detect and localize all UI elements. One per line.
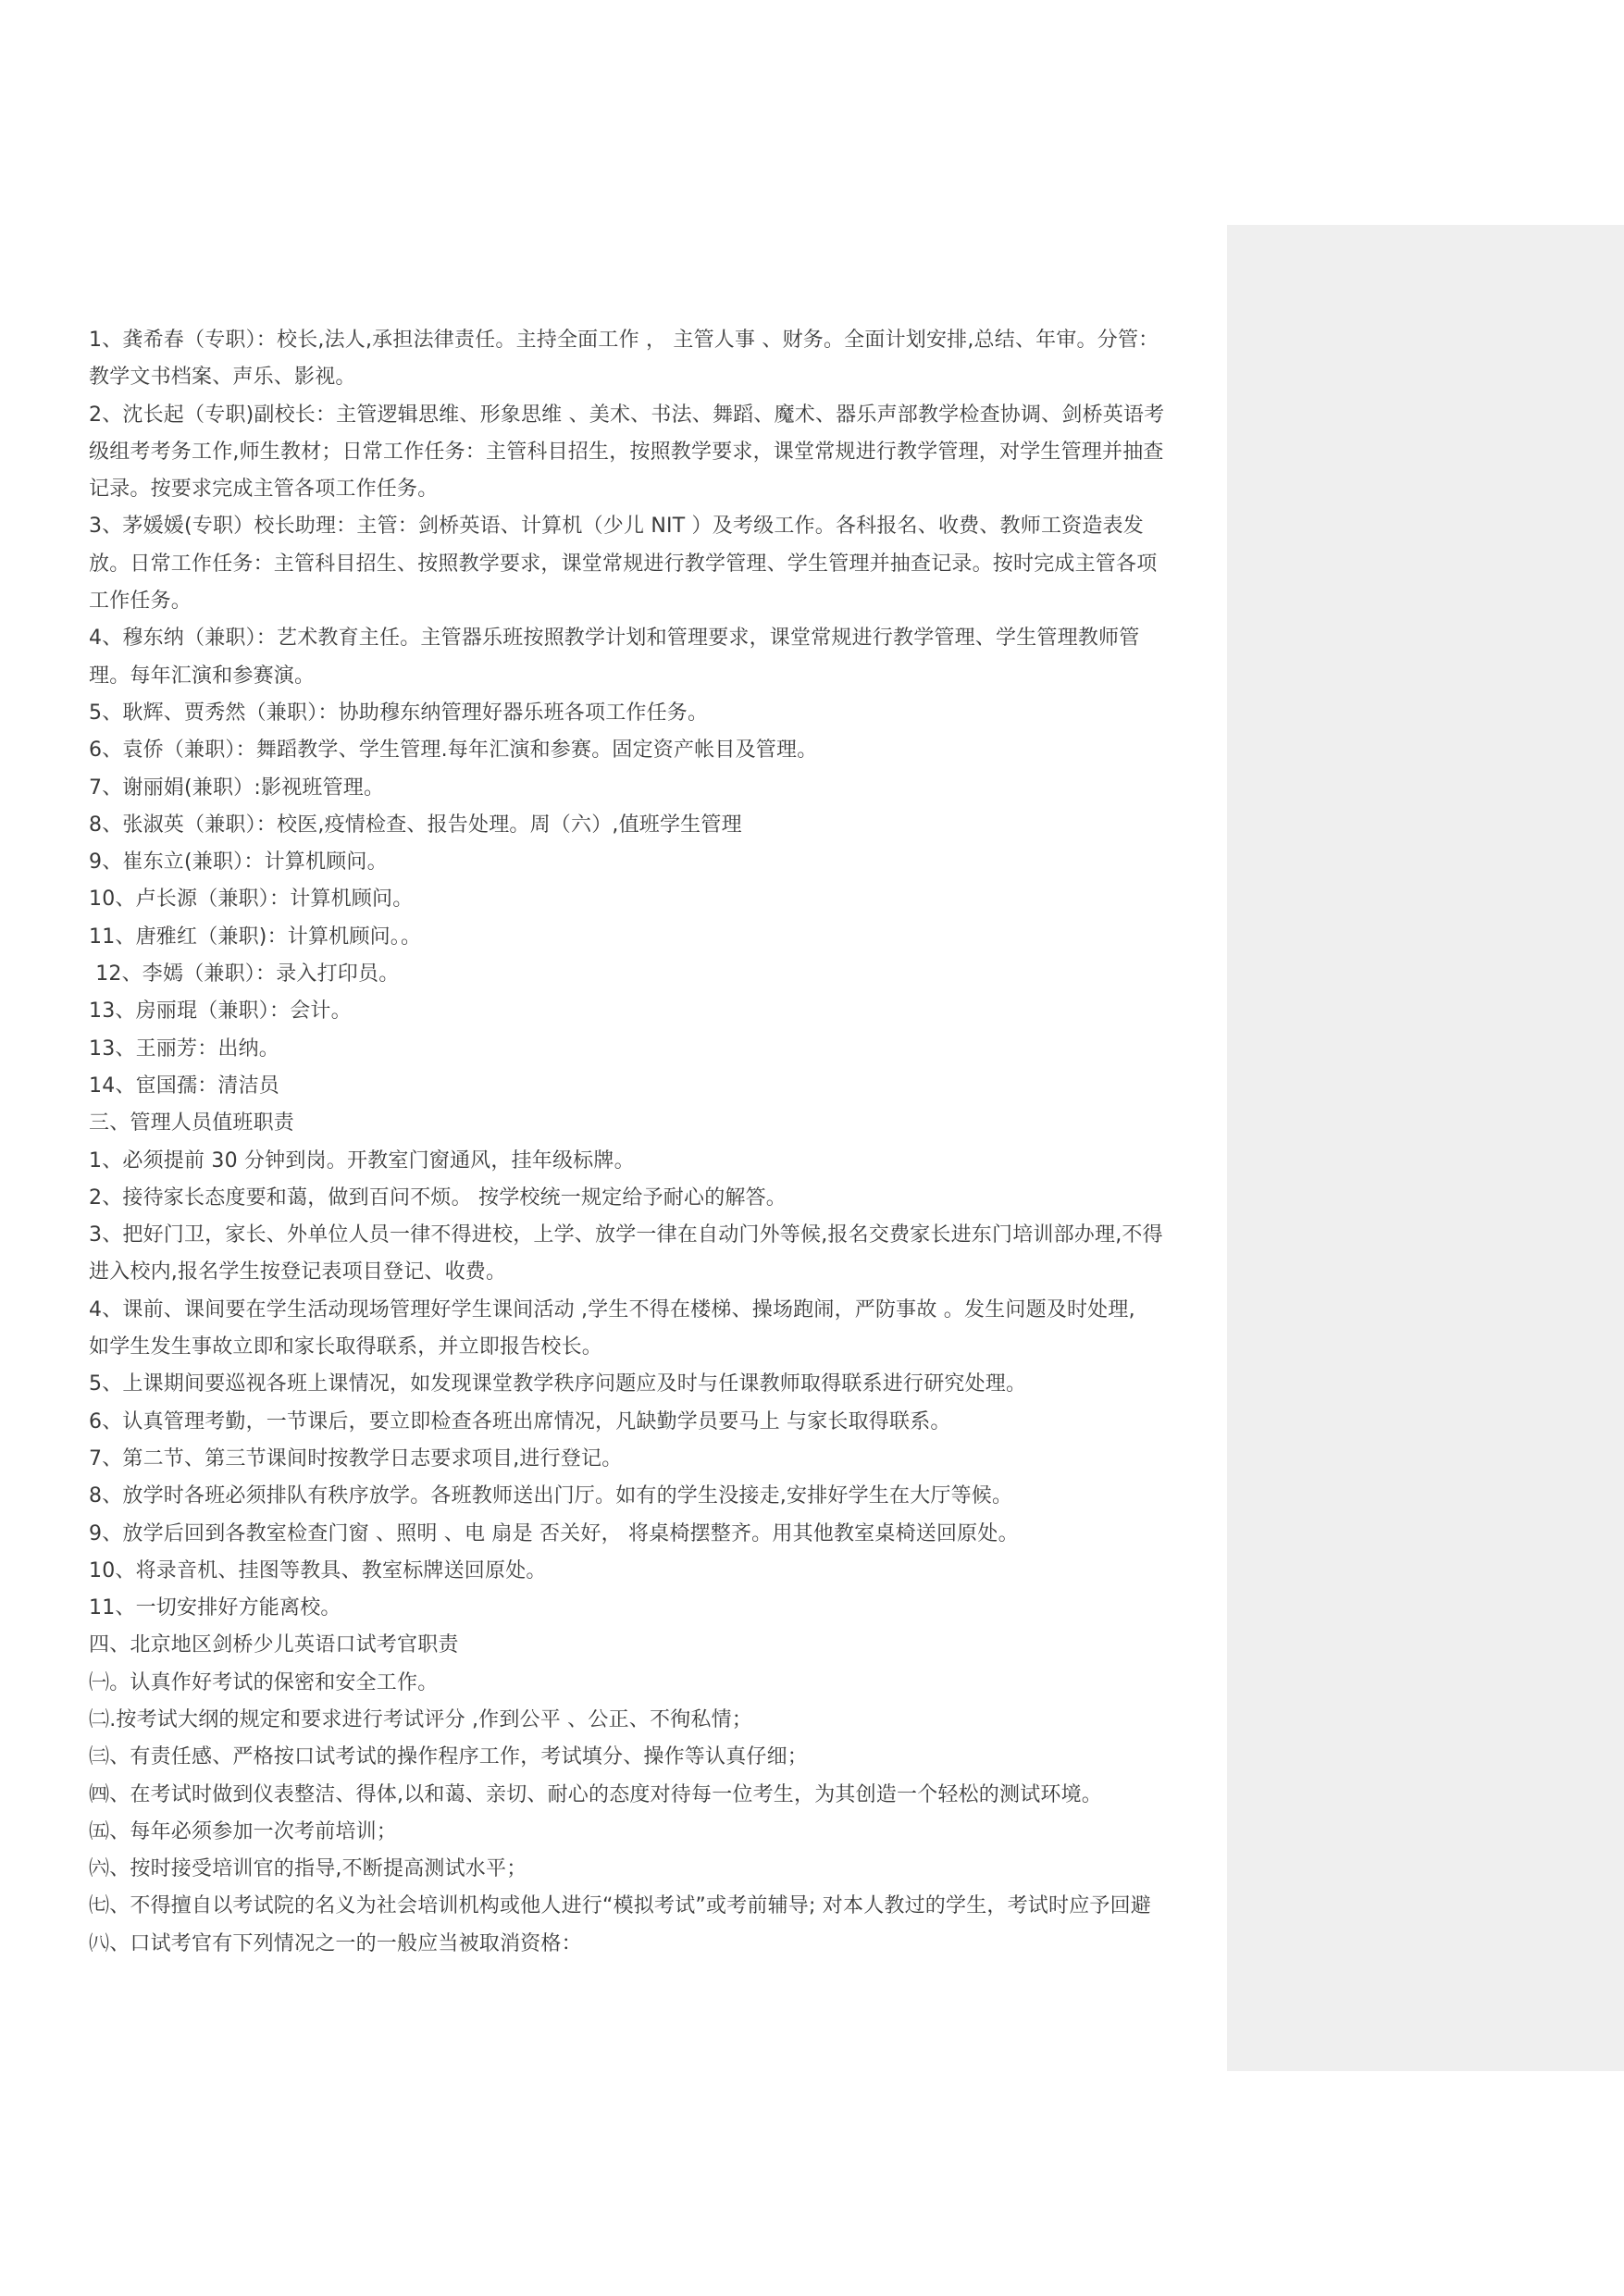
text-line: 6、认真管理考勤，一节课后，要立即检查各班出席情况，凡缺勤学员要马上 与家长取得联系。 (89, 1409, 951, 1433)
text-line: 4、课前、课间要在学生活动现场管理好学生课间活动 ,学生不得在楼梯、操场跑闹，严防事故 。发生问题及时处理, (89, 1297, 1135, 1322)
text-line: ㈡.按考试大纲的规定和要求进行考试评分 ,作到公平 、公正、不徇私情； (89, 1707, 752, 1731)
text-line: 6、袁侨（兼职）：舞蹈教学、学生管理.每年汇演和参赛。固定资产帐目及管理。 (89, 738, 818, 763)
text-line: ㈢、有责任感、严格按口试考试的操作程序工作，考试填分、操作等认真仔细； (89, 1745, 809, 1769)
text-line: 3、茅媛媛(专职）校长助理：主管：剑桥英语、计算机（少儿 NIT ）及考级工作。各科报名、收费、教师工资造表发 (89, 515, 1144, 539)
text-line: ㈥、按时接受培训官的指导,不断提高测试水平； (89, 1857, 527, 1881)
text-line: 如学生发生事故立即和家长取得联系，并立即报告校长。 (89, 1335, 603, 1359)
text-line: 10、卢长源（兼职）：计算机顾问。 (89, 887, 414, 912)
text-line: 放。日常工作任务：主管科目招生、按照教学要求，课堂常规进行教学管理、学生管理并抽查记录。按时完成主管各项 (89, 552, 1158, 576)
section-heading: 四、北京地区剑桥少儿英语口试考官职责 (89, 1633, 459, 1657)
text-line: 5、上课期间要巡视各班上课情况，如发现课堂教学秩序问题应及时与任课教师取得联系进行研究处理。 (89, 1372, 1027, 1396)
text-line: 工作任务。 (89, 590, 192, 614)
text-line: 4、穆东纳（兼职）：艺术教育主任。主管器乐班按照教学计划和管理要求，课堂常规进行教学管理、学生管理教师管 (89, 627, 1140, 651)
text-line: ㈧、口试考官有下列情况之一的一般应当被取消资格： (89, 1931, 582, 1955)
text-line: 进入校内,报名学生按登记表项目登记、收费。 (89, 1260, 507, 1285)
text-line: ㈠。认真作好考试的保密和安全工作。 (89, 1670, 439, 1694)
text-line: ㈤、每年必须参加一次考前培训； (89, 1819, 398, 1843)
text-line: 记录。按要求完成主管各项工作任务。 (89, 478, 439, 502)
comment-margin-pane (1227, 225, 1624, 2071)
text-line: 教学文书档案、声乐、影视。 (89, 366, 356, 390)
text-line: 3、把好门卫，家长、外单位人员一律不得进校，上学、放学一律在自动门外等候,报名交费家长进东门培训部办理,不得 (89, 1223, 1163, 1247)
text-line: 11、一切安排好方能离校。 (89, 1596, 341, 1620)
text-line: 2、沈长起（专职)副校长：主管逻辑思维、形象思维 、美术、书法、舞蹈、魔术、器乐声部教学检查协调、剑桥英语考 (89, 403, 1165, 427)
text-line: 7、谢丽娟(兼职）:影视班管理。 (89, 776, 385, 800)
text-line: 8、放学时各班必须排队有秩序放学。各班教师送出门厅。如有的学生没接走,安排好学生在大厅等候。 (89, 1484, 1013, 1508)
text-line: 1、龚希春（专职）：校长,法人,承担法律责任。主持全面工作 ， 主管人事 、财务。全面计划安排,总结、年审。分管： (89, 329, 1159, 352)
text-line: 理。每年汇演和参赛演。 (89, 664, 316, 688)
text-line: 13、王丽芳：出纳。 (89, 1036, 279, 1061)
text-line: 11、唐雅红（兼职)：计算机顾问。。 (89, 925, 422, 949)
text-line: ㈦、不得擅自以考试院的名义为社会培训机构或他人进行“模拟考试”或考前辅导; 对本人教过的学生，考试时应予回避 (89, 1894, 1152, 1918)
text-line: 10、将录音机、挂图等教具、教室标牌送回原处。 (89, 1558, 547, 1582)
document-body (89, 322, 1220, 1963)
text-line: 12、李嫣（兼职）：录入打印员。 (89, 962, 400, 987)
text-line: 7、第二节、第三节课间时按教学日志要求项目,进行登记。 (89, 1446, 623, 1471)
text-line: 5、耿辉、贾秀然（兼职）：协助穆东纳管理好器乐班各项工作任务。 (89, 701, 709, 725)
text-line: 级组考考务工作,师生教材；日常工作任务：主管科目招生，按照教学要求，课堂常规进行教学管理，对学生管理并抽查 (89, 440, 1164, 464)
text-line: 9、放学后回到各教室检查门窗 、照明 、电 扇是 否关好， 将桌椅摆整齐。用其他教室桌椅送回原处。 (89, 1521, 1019, 1545)
text-line: 9、崔东立(兼职）：计算机顾问。 (89, 850, 388, 875)
text-line: 8、张淑英（兼职）：校医,疫情检查、报告处理。周（六）,值班学生管理 (89, 813, 742, 837)
text-line: ㈣、在考试时做到仪表整洁、得体,以和蔼、亲切、耐心的态度对待每一位考生，为其创造一个轻松的测试环境。 (89, 1782, 1102, 1806)
text-line: 13、房丽琨（兼职）：会计。 (89, 999, 352, 1024)
section-heading: 三、管理人员值班职责 (89, 1111, 295, 1136)
text-line: 1、必须提前 30 分钟到岗。开教室门窗通风，挂年级标牌。 (89, 1148, 635, 1173)
text-line: 14、宦国孺：清洁员 (89, 1074, 279, 1098)
text-line: 2、接待家长态度要和蔼，做到百问不烦。 按学校统一规定给予耐心的解答。 (89, 1185, 787, 1210)
